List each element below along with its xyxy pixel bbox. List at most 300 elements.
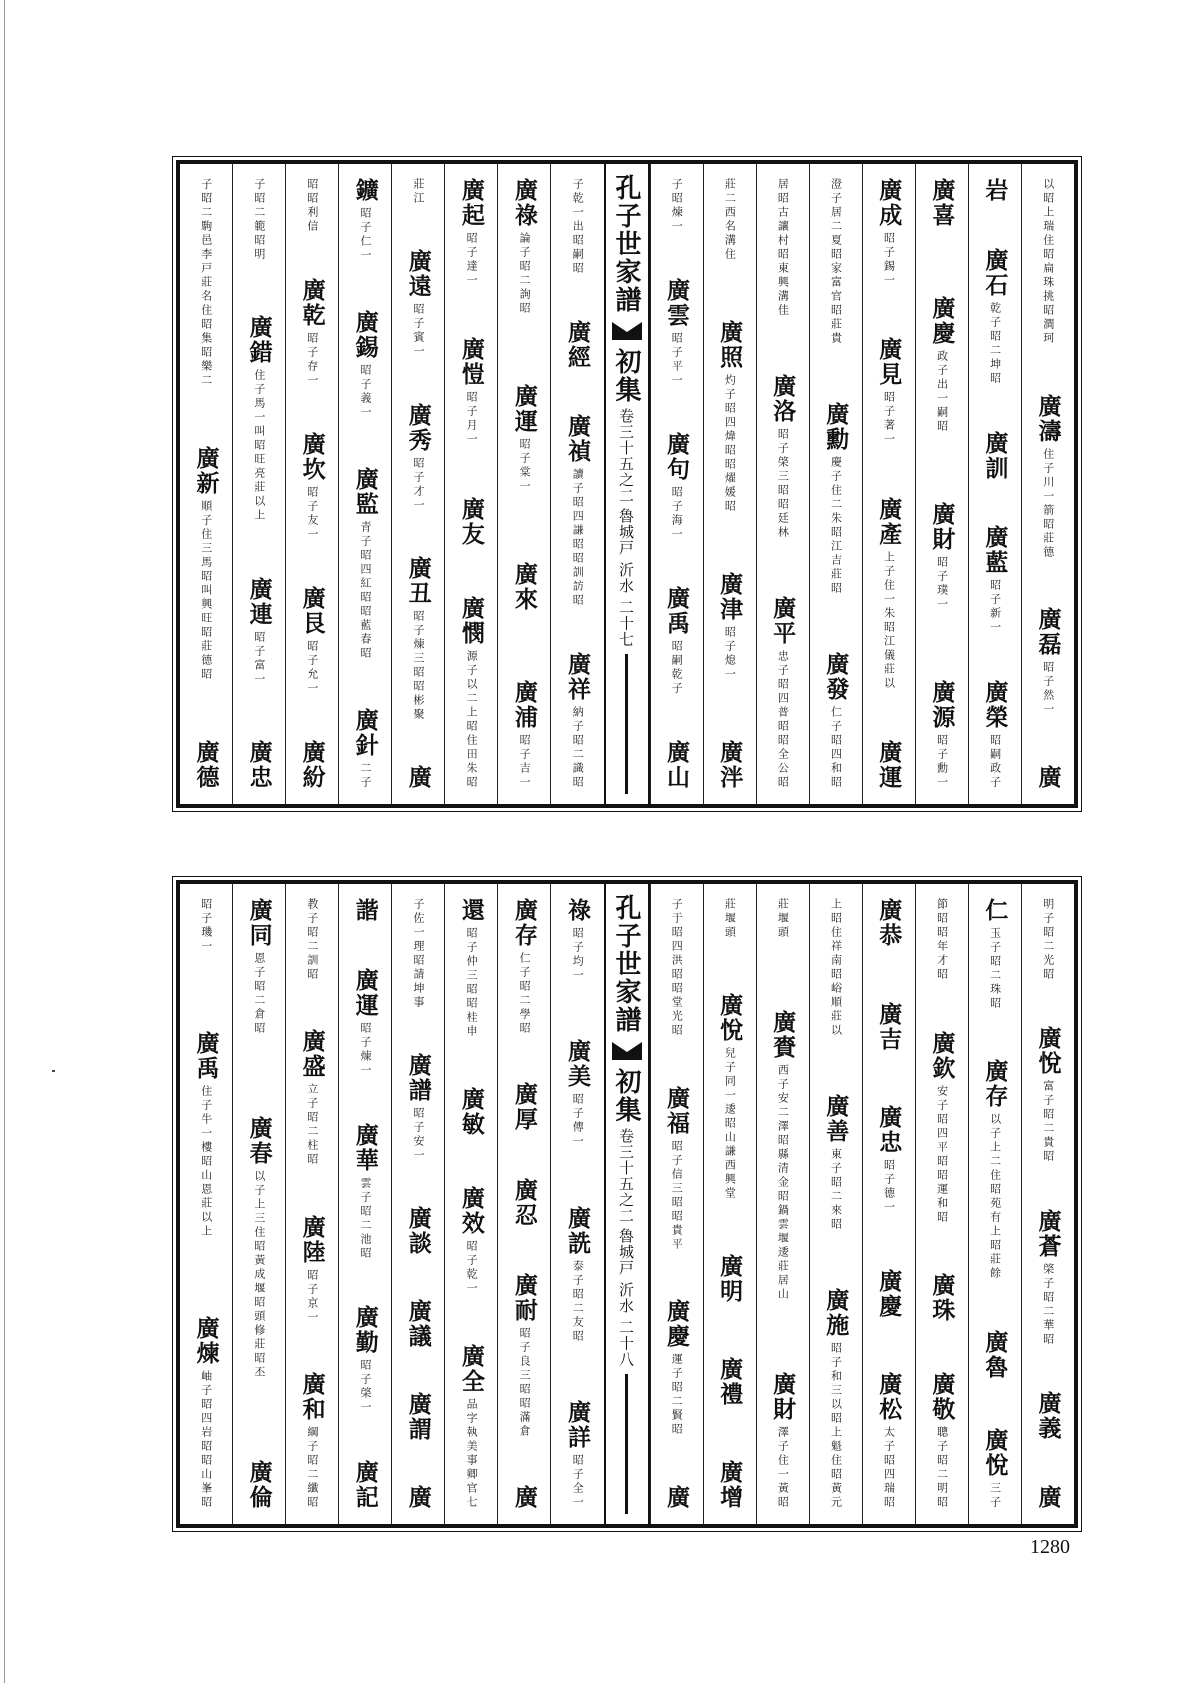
annotation: 住子馬一叫昭旺亮莊以上 <box>252 369 266 524</box>
person-name: 廣陸 <box>298 1214 326 1265</box>
collection-label: 初集 <box>611 348 641 404</box>
annotation: 昭子棠一 <box>518 438 532 494</box>
entry <box>245 313 273 525</box>
text-column <box>497 884 550 1524</box>
annotation: 二子 <box>358 762 372 790</box>
person-name: 廣施 <box>822 1288 850 1338</box>
entry <box>404 554 432 724</box>
person-name: 廣悅 <box>716 993 744 1043</box>
entry <box>298 738 326 792</box>
person-name: 諧 <box>351 898 379 923</box>
entry <box>936 896 948 984</box>
entry <box>1034 1483 1062 1512</box>
text-column <box>756 884 809 1524</box>
annotation: 子昭二駒邑李戸莊名住昭集昭樂二 <box>199 178 213 388</box>
person-name: 廣運 <box>875 739 903 790</box>
entry <box>1034 392 1062 562</box>
annotation: 昭子賓一 <box>412 303 426 360</box>
annotation: 泰子昭二友昭 <box>571 1259 585 1344</box>
entry <box>510 1483 538 1512</box>
annotation: 富子昭二貴昭 <box>1041 1080 1055 1165</box>
text-column <box>444 164 497 804</box>
entry <box>192 1029 220 1241</box>
entry <box>928 678 956 792</box>
annotation: 上昭住祥南昭峪順莊以 <box>829 898 843 1038</box>
person-name: 廣禹 <box>192 1031 220 1081</box>
entry <box>928 1029 956 1227</box>
person-name: 廣華 <box>351 1122 379 1173</box>
entry <box>830 896 842 1040</box>
person-name: 廣效 <box>457 1185 485 1236</box>
entry <box>1034 1024 1062 1166</box>
person-name: 廣浦 <box>510 680 538 730</box>
annotation: 昭子月一 <box>465 391 479 448</box>
entry <box>928 176 956 230</box>
collection-label: 初集 <box>611 1068 641 1124</box>
text-column <box>703 164 756 804</box>
entry <box>663 1084 691 1254</box>
entry <box>981 1426 1009 1512</box>
entry <box>404 1204 432 1258</box>
person-name: 廣遠 <box>404 249 432 300</box>
annotation: 昭子全一 <box>571 1453 585 1510</box>
annotation: 運子昭二賢昭 <box>670 1353 684 1438</box>
entry <box>351 706 379 792</box>
annotation: 昭子熄一 <box>723 626 737 682</box>
annotation: 住子川一箭昭莊德 <box>1041 447 1055 560</box>
person-name: 廣源 <box>928 680 956 730</box>
person-name: 廣磊 <box>1034 607 1062 658</box>
entry <box>981 1328 1009 1382</box>
person-name: 廣記 <box>351 1460 379 1510</box>
text-column <box>338 164 391 804</box>
annotation: 昭子仁一 <box>358 207 372 263</box>
person-name: 廣連 <box>245 576 273 627</box>
annotation: 讀子昭四謙昭昭訓訪昭 <box>571 468 585 608</box>
annotation: 昭嗣政子 <box>988 734 1002 790</box>
entry <box>822 1286 850 1512</box>
person-name: 廣增 <box>716 1460 744 1510</box>
text-column <box>809 884 862 1524</box>
entry <box>1034 1389 1062 1443</box>
person-name: 廣美 <box>563 1039 591 1090</box>
entry <box>769 594 797 792</box>
speck <box>52 1070 55 1072</box>
entry <box>245 896 273 1038</box>
person-name: 廣財 <box>928 502 956 552</box>
annotation: 昭昭利信 <box>305 178 319 234</box>
person-name: 廣煉 <box>192 1316 220 1366</box>
annotation: 昭子平一 <box>670 332 684 388</box>
entry <box>298 1027 326 1169</box>
entry <box>981 429 1009 483</box>
entry <box>563 412 591 610</box>
person-name: 廣敬 <box>928 1371 956 1422</box>
entry <box>404 1483 432 1512</box>
entry <box>769 1008 797 1304</box>
entry <box>822 1092 850 1234</box>
entry <box>572 176 584 278</box>
person-name: 廣譜 <box>404 1053 432 1103</box>
fish-tail-ornament-icon <box>610 320 644 342</box>
entry <box>981 678 1009 792</box>
entry <box>875 1267 903 1321</box>
entry <box>981 1057 1009 1283</box>
annotation: 昭子存一 <box>305 332 319 388</box>
person-name: 廣藍 <box>981 525 1009 576</box>
text-column <box>391 164 444 804</box>
entry <box>245 738 273 792</box>
entry <box>1034 605 1062 719</box>
person-name: 岩 <box>981 178 1009 203</box>
genealogy-panel-bottom <box>176 880 1078 1528</box>
entry <box>875 335 903 449</box>
entry <box>981 523 1009 637</box>
annotation: 昭子均一 <box>571 927 585 983</box>
entry <box>663 276 691 390</box>
entry <box>724 176 736 264</box>
text-column <box>915 164 968 804</box>
person-name: 廣錯 <box>245 315 273 366</box>
annotation: 昭子棨一 <box>358 1359 372 1416</box>
entry <box>928 294 956 436</box>
entry <box>510 176 538 318</box>
entry <box>253 176 265 264</box>
person-name: 廣友 <box>457 496 485 547</box>
entry <box>563 1037 591 1151</box>
annotation: 教子昭二訓昭 <box>305 898 319 982</box>
annotation: 兒子同一逶昭山謙西興堂 <box>723 1047 737 1201</box>
text-column <box>180 164 232 804</box>
entry <box>351 896 379 925</box>
person-name: 廣濤 <box>1034 393 1062 444</box>
annotation: 昭子煉三昭昭彬聚 <box>412 609 426 722</box>
entry <box>245 1458 273 1512</box>
entry <box>413 896 425 1012</box>
person-name: 廣起 <box>457 178 485 228</box>
annotation: 昭子和三以昭上魁住昭黃元 <box>829 1342 843 1510</box>
person-name: 鑛 <box>351 178 379 203</box>
entry <box>404 763 432 792</box>
entry <box>563 1398 591 1512</box>
entry <box>245 1114 273 1382</box>
person-name: 廣泮 <box>716 740 744 790</box>
fish-tail-ornament-icon <box>610 1040 644 1062</box>
entry <box>457 594 485 792</box>
person-name: 祿 <box>563 898 591 923</box>
person-name: 廣敏 <box>457 1087 485 1138</box>
person-name: 廣魯 <box>981 1329 1009 1380</box>
text-column <box>968 164 1021 804</box>
annotation: 昭子義一 <box>358 364 372 420</box>
page-edge-line <box>4 0 5 1683</box>
person-name: 廣春 <box>245 1116 273 1166</box>
volume-label: 卷三十五之二 <box>617 408 635 504</box>
annotation: 昭子然一 <box>1041 661 1055 718</box>
annotation: 綱子昭二纖昭 <box>305 1425 319 1510</box>
entry <box>510 1271 538 1441</box>
entry <box>404 247 432 361</box>
entry <box>663 584 691 698</box>
person-name: 還 <box>457 898 485 923</box>
person-name: 廣忠 <box>245 739 273 790</box>
entry <box>875 1103 903 1217</box>
person-name: 廣 <box>404 765 432 790</box>
annotation: 莊江 <box>412 178 426 206</box>
person-name: 廣恭 <box>875 898 903 948</box>
person-name: 廣平 <box>769 596 797 646</box>
text-column <box>650 164 703 804</box>
entry <box>663 738 691 792</box>
entry <box>404 401 432 515</box>
person-name: 廣坎 <box>298 432 326 482</box>
annotation: 昭子棨三昭昭廷林 <box>776 428 790 540</box>
annotation: 子昭煉一 <box>670 178 684 234</box>
annotation: 昭子璣一 <box>199 898 213 954</box>
entry <box>298 276 326 390</box>
text-column <box>285 164 338 804</box>
annotation: 昭子才一 <box>412 456 426 513</box>
person-name: 廣議 <box>404 1299 432 1349</box>
person-name: 廣忠 <box>875 1105 903 1155</box>
entry <box>981 246 1009 388</box>
annotation: 西子安二澤昭縣清金昭鍋雲堰逶莊居山 <box>776 1064 790 1302</box>
entry <box>192 1314 220 1512</box>
annotation: 以子上三住昭黃成堰昭頭修莊昭丕 <box>252 1170 266 1380</box>
text-column <box>1021 164 1074 804</box>
text-column <box>862 164 915 804</box>
entry <box>563 896 591 985</box>
entry <box>875 1000 903 1054</box>
annotation: 昭子新一 <box>988 579 1002 636</box>
annotation: 恩子昭二倉昭 <box>252 952 266 1036</box>
annotation: 昭子乾一 <box>465 1239 479 1296</box>
person-name: 廣悅 <box>1034 1026 1062 1077</box>
entry <box>769 372 797 542</box>
person-name: 仁 <box>981 898 1009 923</box>
entry <box>192 738 220 792</box>
annotation: 三子 <box>988 1481 1002 1510</box>
entry <box>457 1342 485 1512</box>
person-name: 廣倫 <box>245 1460 273 1510</box>
person-name: 廣照 <box>716 320 744 370</box>
annotation: 居昭古讓村昭東興溝佳 <box>776 178 790 318</box>
person-name: 廣丑 <box>404 555 432 606</box>
entry <box>351 176 379 265</box>
entry <box>671 896 683 1040</box>
annotation: 昭子海一 <box>670 486 684 542</box>
entry <box>298 430 326 544</box>
person-name: 廣德 <box>192 740 220 790</box>
person-name: 廣存 <box>510 898 538 948</box>
entry <box>351 465 379 663</box>
entry <box>351 1121 379 1263</box>
text-column <box>703 884 756 1524</box>
text-column <box>862 884 915 1524</box>
annotation: 納子昭二識昭 <box>571 706 585 790</box>
annotation: 昭子煉一 <box>358 1021 372 1078</box>
annotation: 安子昭四平昭昭運和昭 <box>935 1084 949 1225</box>
entry <box>1034 1207 1062 1349</box>
person-name: 廣蒼 <box>1034 1208 1062 1259</box>
annotation: 政子出一嗣昭 <box>935 350 949 434</box>
entry <box>200 896 212 956</box>
entry <box>306 896 318 984</box>
person-name: 廣針 <box>351 708 379 758</box>
annotation: 源子以二上昭住田朱昭 <box>465 649 479 790</box>
column-container <box>180 884 1074 1524</box>
annotation: 雲子昭二池昭 <box>358 1176 372 1261</box>
entry <box>298 584 326 698</box>
person-name: 廣 <box>404 1485 432 1510</box>
person-name: 廣產 <box>875 496 903 547</box>
text-column <box>391 884 444 1524</box>
annotation: 順子住三馬昭叫興旺昭莊德昭 <box>199 500 213 682</box>
person-name: 廣祿 <box>510 178 538 228</box>
annotation: 仁子昭二學昭 <box>518 952 532 1036</box>
person-name: 廣運 <box>351 967 379 1018</box>
person-name: 廣詳 <box>563 1399 591 1450</box>
entry <box>716 1355 744 1409</box>
annotation: 立子昭二柱昭 <box>305 1083 319 1168</box>
annotation: 以昭上瑞住昭扁珠挑昭澗珂 <box>1041 178 1055 346</box>
entry <box>457 1184 485 1298</box>
entry <box>1042 896 1054 984</box>
entry <box>457 1085 485 1139</box>
person-name: 廣全 <box>457 1343 485 1394</box>
person-name: 廣句 <box>663 432 691 482</box>
entry <box>875 1370 903 1512</box>
person-name: 廣欽 <box>928 1030 956 1081</box>
annotation: 昭子傳一 <box>571 1093 585 1150</box>
annotation: 昭子允一 <box>305 640 319 696</box>
person-name: 廣謂 <box>404 1392 432 1442</box>
entry <box>716 991 744 1203</box>
text-column <box>756 164 809 804</box>
annotation: 昭子著一 <box>882 391 896 448</box>
annotation: 住子牛一樓昭山恩莊以上 <box>199 1085 213 1239</box>
person-name: 廣詵 <box>563 1205 591 1256</box>
annotation: 灼子昭四煒昭昭燿媛昭 <box>723 374 737 514</box>
entry <box>457 176 485 290</box>
page-number: 1280 <box>1030 1536 1070 1558</box>
annotation: 昭子德一 <box>882 1159 896 1215</box>
entry <box>510 1176 538 1230</box>
person-name: 廣同 <box>245 898 273 948</box>
book-title: 孔子世家譜 <box>611 174 641 314</box>
annotation: 上子住一朱昭江儀莊以 <box>882 550 896 691</box>
annotation: 節昭昭年才昭 <box>935 898 949 982</box>
annotation: 聰子昭二明昭 <box>935 1425 949 1510</box>
entry <box>875 896 903 950</box>
entry <box>510 1080 538 1134</box>
person-name: 廣憫 <box>457 595 485 646</box>
annotation: 乾子昭二坤昭 <box>988 301 1002 386</box>
annotation: 昭子達一 <box>465 232 479 288</box>
person-name: 廣禹 <box>663 586 691 636</box>
entry <box>563 650 591 792</box>
entry <box>404 1390 432 1444</box>
annotation: 子于昭四洪昭昭堂光昭 <box>670 898 684 1038</box>
person-name: 廣榮 <box>981 680 1009 730</box>
entry <box>716 1252 744 1306</box>
person-name: 廣勳 <box>822 402 850 452</box>
person-name: 廣石 <box>981 247 1009 298</box>
entry <box>298 1370 326 1512</box>
entry <box>510 382 538 496</box>
person-name: 廣津 <box>716 572 744 622</box>
spine-rule <box>625 1374 628 1514</box>
entry <box>777 896 789 942</box>
person-name: 廣善 <box>822 1094 850 1144</box>
person-name: 廣山 <box>663 740 691 790</box>
entry <box>351 966 379 1080</box>
person-name: 廣珠 <box>928 1273 956 1324</box>
column-container <box>180 164 1074 804</box>
person-name: 廣松 <box>875 1372 903 1422</box>
person-name: 廣成 <box>875 178 903 228</box>
entry <box>457 495 485 549</box>
person-name: 廣愷 <box>457 337 485 388</box>
person-name: 廣勤 <box>351 1305 379 1356</box>
entry <box>351 308 379 422</box>
person-name: 廣義 <box>1034 1390 1062 1441</box>
volume-label: 卷三十五之二 <box>617 1128 635 1224</box>
person-name: 廣錫 <box>351 310 379 360</box>
entry <box>298 1213 326 1327</box>
entry <box>716 1458 744 1512</box>
person-name: 廣 <box>510 1485 538 1510</box>
entry <box>563 318 591 372</box>
text-column <box>968 884 1021 1524</box>
text-column <box>809 164 862 804</box>
annotation: 青子昭四紅昭昭藍春昭 <box>358 521 372 661</box>
annotation: 昭子錫一 <box>882 232 896 288</box>
annotation: 昭嗣乾子 <box>670 640 684 696</box>
text-column <box>1021 884 1074 1524</box>
person-name: 廣乾 <box>298 278 326 328</box>
entry <box>663 1297 691 1439</box>
entry <box>510 678 538 792</box>
annotation: 昭子富一 <box>252 630 266 687</box>
annotation: 品字執美事卿官七 <box>465 1397 479 1510</box>
person-name: 廣經 <box>563 320 591 370</box>
genealogy-panel-top <box>176 160 1078 808</box>
person-name: 廣秀 <box>404 402 432 453</box>
annotation: 棨子昭二華昭 <box>1041 1262 1055 1347</box>
entry <box>663 430 691 544</box>
entry <box>1034 763 1062 792</box>
entry <box>928 1271 956 1325</box>
text-column <box>650 884 703 1524</box>
person-name: 廣禮 <box>716 1357 744 1407</box>
entry <box>563 1204 591 1346</box>
text-column <box>915 884 968 1524</box>
text-column <box>444 884 497 1524</box>
annotation: 慶子住二朱昭江吉莊昭 <box>829 456 843 596</box>
entry <box>200 176 212 390</box>
annotation: 子乾一出昭嗣昭 <box>571 178 585 276</box>
annotation: 昭子友一 <box>305 486 319 542</box>
entry <box>716 318 744 516</box>
entry <box>192 444 220 684</box>
annotation: 仁子昭四和昭 <box>829 706 843 790</box>
annotation: 昭子璞一 <box>935 556 949 612</box>
entry <box>457 896 485 1041</box>
person-name: 廣忍 <box>510 1177 538 1228</box>
entry <box>830 176 842 348</box>
person-name: 廣慶 <box>928 296 956 346</box>
